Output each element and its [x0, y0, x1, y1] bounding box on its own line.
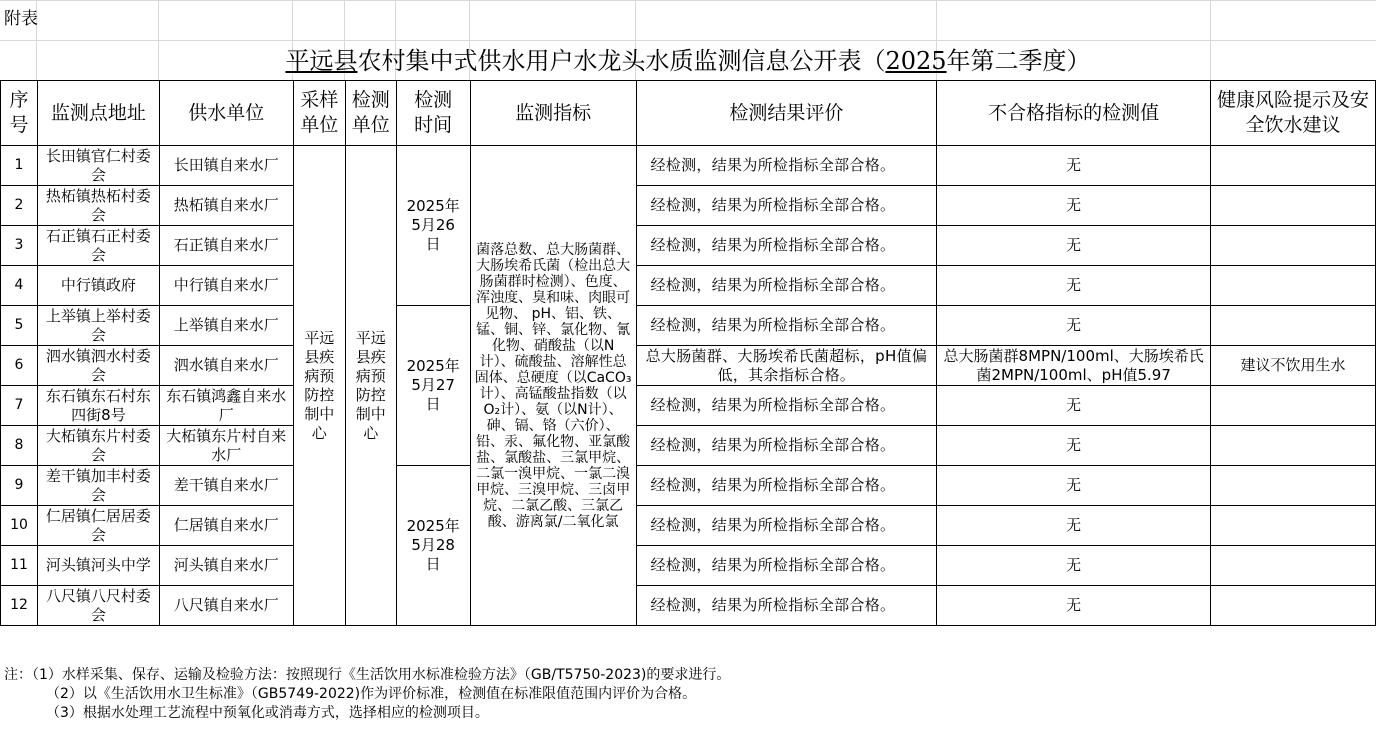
cell-result: 经检测，结果为所检指标全部合格。 — [636, 426, 937, 466]
table-row — [1, 586, 1376, 626]
cell-indicators: 菌落总数、总大肠菌群、大肠埃希氏菌（检出总大肠菌群时检测）、色度、浑浊度、臭和味、肉眼可见物、 pH、铝、铁、锰、铜、锌、氯化物、氰化物、硝酸盐（以N计）、硫酸盐、溶解性总固体、总硬度（以CaCO₃计）、高锰酸盐指数（以O₂计）、氨（以N计）、砷、镉、铬（六价）、铅、汞、氟化物、亚氯酸盐、氯酸盐、三氯甲烷、二氯一溴甲烷、一氯二溴甲烷、三溴甲烷、三卤甲烷、二氯乙酸、三氯乙酸、游离氯/二氧化氯 — [470, 146, 636, 626]
footnotes — [4, 666, 730, 723]
cell-health-advice — [1211, 586, 1376, 626]
appendix-label: 附表 — [4, 9, 38, 29]
cell-testing-unit: 平远县疾病预防控制中心 — [345, 146, 396, 626]
cell-supplier: 河头镇自来水厂 — [159, 546, 293, 586]
cell-failed-values: 总大肠菌群8MPN/100ml、大肠埃希氏菌2MPN/100ml、pH值5.97 — [937, 346, 1211, 386]
header-failed-values: 不合格指标的检测值 — [937, 81, 1211, 146]
header-address: 监测点地址 — [37, 81, 159, 146]
cell-failed-values: 无 — [937, 226, 1211, 266]
cell-result: 经检测，结果为所检指标全部合格。 — [636, 146, 937, 186]
header-supplier: 供水单位 — [159, 81, 293, 146]
cell-address: 八尺镇八尺村委会 — [37, 586, 159, 626]
cell-supplier: 仁居镇自来水厂 — [159, 506, 293, 546]
cell-supplier: 东石镇鸿鑫自来水厂 — [159, 386, 293, 426]
cell-seq: 11 — [1, 546, 38, 586]
cell-failed-values: 无 — [937, 426, 1211, 466]
cell-seq: 3 — [1, 226, 38, 266]
cell-supplier: 差干镇自来水厂 — [159, 466, 293, 506]
cell-address: 仁居镇仁居居委会 — [37, 506, 159, 546]
cell-health-advice — [1211, 386, 1376, 426]
footnote-1: 注：（1）水样采集、保存、运输及检验方法：按照现行《生活饮用水标准检验方法》（GB/T5750-2023)的要求进行。 — [4, 667, 731, 683]
cell-health-advice — [1211, 466, 1376, 506]
cell-failed-values: 无 — [937, 546, 1211, 586]
cell-seq: 1 — [1, 146, 38, 186]
cell-health-advice — [1211, 226, 1376, 266]
cell-address: 中行镇政府 — [37, 266, 159, 306]
cell-result: 经检测，结果为所检指标全部合格。 — [636, 506, 937, 546]
header-health-advice: 健康风险提示及安全饮水建议 — [1211, 81, 1376, 146]
table-row — [1, 186, 1376, 226]
table-row — [1, 346, 1376, 386]
cell-supplier: 大柘镇东片村自来水厂 — [159, 426, 293, 466]
cell-seq: 9 — [1, 466, 38, 506]
cell-seq: 2 — [1, 186, 38, 226]
header-sampling-unit: 采样单位 — [293, 81, 345, 146]
cell-supplier: 长田镇自来水厂 — [159, 146, 293, 186]
cell-failed-values: 无 — [937, 386, 1211, 426]
cell-result: 经检测，结果为所检指标全部合格。 — [636, 186, 937, 226]
cell-result: 经检测，结果为所检指标全部合格。 — [636, 586, 937, 626]
table-row — [1, 226, 1376, 266]
cell-result: 总大肠菌群、大肠埃希氏菌超标，pH值偏低，其余指标合格。 — [636, 346, 937, 386]
cell-seq: 7 — [1, 386, 38, 426]
cell-address: 泗水镇泗水村委会 — [37, 346, 159, 386]
table-row — [1, 146, 1376, 186]
header-seq: 序号 — [1, 81, 38, 146]
title-year: 2025 — [885, 47, 947, 75]
table-row — [1, 266, 1376, 306]
cell-result: 经检测，结果为所检指标全部合格。 — [636, 466, 937, 506]
table-row — [1, 426, 1376, 466]
table-row — [1, 306, 1376, 346]
cell-seq: 5 — [1, 306, 38, 346]
cell-health-advice — [1211, 506, 1376, 546]
cell-health-advice — [1211, 266, 1376, 306]
cell-result: 经检测，结果为所检指标全部合格。 — [636, 546, 937, 586]
cell-result: 经检测，结果为所检指标全部合格。 — [636, 306, 937, 346]
cell-failed-values: 无 — [937, 306, 1211, 346]
water-quality-table — [0, 80, 1376, 626]
cell-result: 经检测，结果为所检指标全部合格。 — [636, 386, 937, 426]
cell-seq: 8 — [1, 426, 38, 466]
cell-seq: 12 — [1, 586, 38, 626]
cell-address: 差干镇加丰村委会 — [37, 466, 159, 506]
header-testing-unit: 检测单位 — [345, 81, 396, 146]
cell-health-advice — [1211, 186, 1376, 226]
cell-supplier: 热柘镇自来水厂 — [159, 186, 293, 226]
cell-supplier: 上举镇自来水厂 — [159, 306, 293, 346]
cell-failed-values: 无 — [937, 186, 1211, 226]
table-row — [1, 466, 1376, 506]
header-row — [1, 81, 1376, 146]
title-end: 年第二季度） — [946, 47, 1091, 75]
gridline — [0, 40, 1376, 41]
cell-seq: 6 — [1, 346, 38, 386]
gridline — [0, 0, 1376, 1]
cell-result: 经检测，结果为所检指标全部合格。 — [636, 226, 937, 266]
title-county: 平远县 — [285, 47, 358, 75]
footnote-2: （2）以《生活饮用水卫生标准》（GB5749-2022)作为评价标准，检测值在标准限值范围内评价为合格。 — [46, 686, 697, 702]
cell-test-date: 2025年5月27日 — [396, 306, 470, 466]
cell-failed-values: 无 — [937, 146, 1211, 186]
cell-health-advice — [1211, 306, 1376, 346]
footnote-3: （3）根据水处理工艺流程中预氧化或消毒方式，选择相应的检测项目。 — [46, 705, 489, 721]
cell-test-date: 2025年5月26日 — [396, 146, 470, 306]
header-test-time: 检测时间 — [396, 81, 470, 146]
cell-result: 经检测，结果为所检指标全部合格。 — [636, 266, 937, 306]
cell-health-advice — [1211, 146, 1376, 186]
table-row — [1, 386, 1376, 426]
cell-failed-values: 无 — [937, 586, 1211, 626]
cell-health-advice — [1211, 546, 1376, 586]
table-row — [1, 546, 1376, 586]
cell-address: 热柘镇热柘村委会 — [37, 186, 159, 226]
cell-health-advice — [1211, 426, 1376, 466]
title-middle: 农村集中式供水用户水龙头水质监测信息公开表（ — [357, 47, 886, 75]
cell-seq: 10 — [1, 506, 38, 546]
cell-failed-values: 无 — [937, 466, 1211, 506]
cell-address: 石正镇石正村委会 — [37, 226, 159, 266]
cell-supplier: 中行镇自来水厂 — [159, 266, 293, 306]
cell-health-advice: 建议不饮用生水 — [1211, 346, 1376, 386]
cell-address: 河头镇河头中学 — [37, 546, 159, 586]
page-title — [0, 44, 1376, 78]
table-row — [1, 506, 1376, 546]
header-indicators: 监测指标 — [470, 81, 636, 146]
cell-failed-values: 无 — [937, 266, 1211, 306]
cell-sampling-unit: 平远县疾病预防控制中心 — [293, 146, 345, 626]
cell-address: 上举镇上举村委会 — [37, 306, 159, 346]
cell-supplier: 八尺镇自来水厂 — [159, 586, 293, 626]
cell-failed-values: 无 — [937, 506, 1211, 546]
cell-supplier: 石正镇自来水厂 — [159, 226, 293, 266]
cell-address: 长田镇官仁村委会 — [37, 146, 159, 186]
header-result: 检测结果评价 — [636, 81, 937, 146]
cell-test-date: 2025年5月28日 — [396, 466, 470, 626]
cell-seq: 4 — [1, 266, 38, 306]
cell-supplier: 泗水镇自来水厂 — [159, 346, 293, 386]
cell-address: 大柘镇东片村委会 — [37, 426, 159, 466]
cell-address: 东石镇东石村东四街8号 — [37, 386, 159, 426]
